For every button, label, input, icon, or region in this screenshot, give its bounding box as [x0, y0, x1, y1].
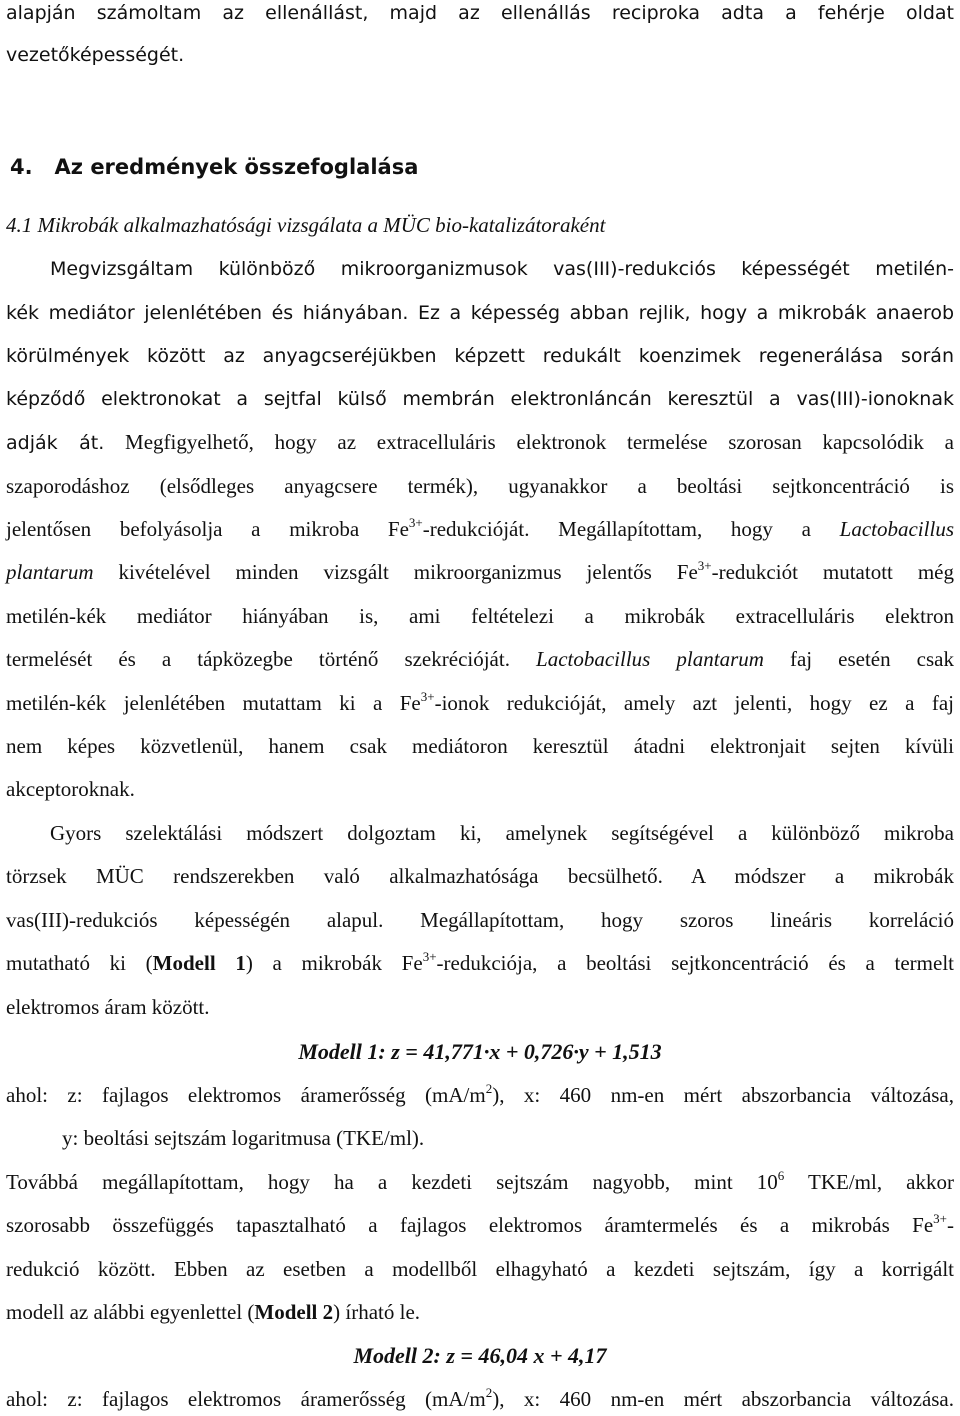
text-span: ahol: z: fajlagos elektromos áramerősség (mA/m	[6, 1387, 486, 1411]
paragraph-line	[62, 1125, 960, 1151]
paragraph-line	[6, 733, 954, 759]
paragraph-line	[50, 820, 954, 846]
paragraph-line	[6, 1256, 954, 1282]
text-span: Megvizsgáltam különböző mikroorganizmusok vas(III)-redukciós képességét metilén-	[50, 258, 954, 280]
text-span: ), x: 460 nm-en mért abszorbancia változása,	[492, 1083, 955, 1107]
superscript: 3+	[697, 558, 712, 573]
section-number: 4.	[10, 155, 33, 179]
paragraph-line	[6, 1299, 954, 1325]
superscript: 2	[485, 1081, 493, 1096]
text-span: termelését és a tápközegbe történő szekrécióját.	[6, 647, 537, 671]
paragraph-line	[6, 603, 954, 629]
paragraph-line	[6, 863, 954, 889]
model-reference: Modell 1	[152, 951, 246, 975]
text-span: redukció között. Ebben az esetben a modellből elhagyható a kezdeti sejtszám, így a korrigált	[6, 1257, 954, 1281]
text-span: mutatható ki (	[6, 951, 153, 975]
paragraph-line	[6, 559, 954, 585]
text-span: Megfigyelhető, hogy az extracelluláris elektronok termelése szorosan kapcsolódik a	[104, 430, 954, 454]
equation-text: Modell 1: z = 41,771·x + 0,726·y + 1,513	[298, 1039, 662, 1064]
text-span: -redukciót mutatott még	[711, 560, 954, 584]
equation-model-2	[6, 1343, 954, 1369]
text-span: Gyors szelektálási módszert dolgoztam ki, amelynek segítségével a különböző mikroba	[50, 821, 954, 845]
subsection-title: 4.1 Mikrobák alkalmazhatósági vizsgálata a MÜC bio-katalizátoraként	[6, 213, 606, 237]
paragraph-line	[6, 473, 954, 499]
text-span: y: beoltási sejtszám logaritmusa (TKE/ml).	[62, 1126, 425, 1150]
text-span: ) írható le.	[333, 1300, 421, 1324]
paragraph-line	[6, 386, 954, 412]
text-span: metilén-kék jelenlétében mutattam ki a Fe	[6, 691, 421, 715]
text-span: -redukcióját. Megállapítottam, hogy a	[422, 517, 840, 541]
text-span: vezetőképességét.	[6, 44, 185, 66]
paragraph-line	[6, 42, 954, 68]
paragraph-line	[50, 256, 954, 282]
superscript: 2	[485, 1385, 493, 1400]
subsection-heading	[6, 212, 954, 238]
text-span: ) a mikrobák Fe	[245, 951, 423, 975]
text-span: kék mediátor jelenlétében és hiányában.	[6, 302, 409, 324]
text-span: vas(III)-redukciós képességén alapul. Megállapítottam, hogy szoros lineáris korreláció	[6, 908, 954, 932]
text-span: törzsek MÜC rendszerekben való alkalmazhatósága becsülhető. A módszer a mikrobák	[6, 864, 954, 888]
species-name: Lactobacillus	[839, 517, 954, 541]
paragraph-line	[6, 1212, 954, 1238]
text-span: akceptoroknak.	[6, 777, 135, 801]
species-name: Lactobacillus plantarum	[536, 647, 764, 671]
text-span: alapján számoltam az ellenállást, majd az ellenállás reciproka adta a fehérje oldat	[6, 2, 954, 24]
equation-text: Modell 2: z = 46,04 x + 4,17	[353, 1343, 607, 1368]
text-span: jelentősen befolyásolja a mikroba Fe	[6, 517, 409, 541]
paragraph-line	[6, 690, 954, 716]
superscript: 3+	[408, 515, 423, 530]
text-span: -ionok redukcióját, amely azt jelenti, hogy ez a faj	[434, 691, 954, 715]
text-span: szorosabb összefüggés tapasztalható a fajlagos elektromos áramtermelés és a mikrobás Fe	[6, 1213, 934, 1237]
superscript: 6	[777, 1168, 785, 1183]
superscript: 3+	[420, 689, 435, 704]
paragraph-line	[6, 1082, 954, 1108]
equation-model-1	[6, 1039, 954, 1065]
paragraph-line	[6, 299, 954, 326]
text-span: Továbbá megállapítottam, hogy ha a kezdeti sejtszám nagyobb, mint 10	[6, 1170, 778, 1194]
model-reference: Modell 2	[254, 1300, 334, 1324]
text-span: -	[947, 1213, 954, 1237]
text-span: faj esetén csak	[763, 647, 954, 671]
section-heading	[10, 154, 958, 180]
text-span: képződő elektronokat a sejtfal külső membrán elektronláncán keresztül a vas(III)-ionoknak	[6, 388, 954, 410]
text-span: TKE/ml, akkor	[784, 1170, 954, 1194]
text-span: szaporodáshoz (elsődleges anyagcsere termék), ugyanakkor a beoltási sejtkoncentráció is	[6, 474, 954, 498]
paragraph-line	[6, 1386, 954, 1412]
text-span: ), x: 460 nm-en mért abszorbancia változása.	[492, 1387, 955, 1411]
text-span: elektromos áram között.	[6, 995, 210, 1019]
text-span: ahol: z: fajlagos elektromos áramerősség (mA/m	[6, 1083, 486, 1107]
section-title: Az eredmények összefoglalása	[54, 155, 419, 179]
paragraph-line	[6, 950, 954, 976]
paragraph-line	[6, 646, 954, 672]
text-span: Ez a képesség abban rejlik, hogy a mikrobák anaerob	[408, 302, 954, 324]
paragraph-line	[6, 907, 954, 933]
paragraph-line	[6, 516, 954, 542]
paragraph-line	[6, 343, 954, 369]
text-span: modell az alábbi egyenlettel (	[6, 1300, 255, 1324]
paragraph-line	[6, 776, 954, 802]
species-name: plantarum	[6, 560, 94, 584]
text-span: körülmények között az anyagcseréjükben képzett redukált koenzimek regenerálása során	[6, 345, 954, 367]
text-span: metilén-kék mediátor hiányában is, ami feltételezi a mikrobák extracelluláris elektron	[6, 604, 954, 628]
text-span: adják át.	[6, 432, 105, 454]
superscript: 3+	[422, 949, 437, 964]
paragraph-line	[6, 1169, 954, 1195]
text-span: nem képes közvetlenül, hanem csak mediátoron keresztül átadni elektronjait sejten kívüli	[6, 734, 954, 758]
text-span: kivételével minden vizsgált mikroorganizmus jelentős Fe	[93, 560, 698, 584]
superscript: 3+	[933, 1211, 947, 1226]
paragraph-line	[6, 994, 954, 1020]
paragraph-line	[6, 429, 954, 456]
paragraph-line	[6, 0, 954, 26]
text-span: -redukciója, a beoltási sejtkoncentráció és a termelt	[436, 951, 955, 975]
